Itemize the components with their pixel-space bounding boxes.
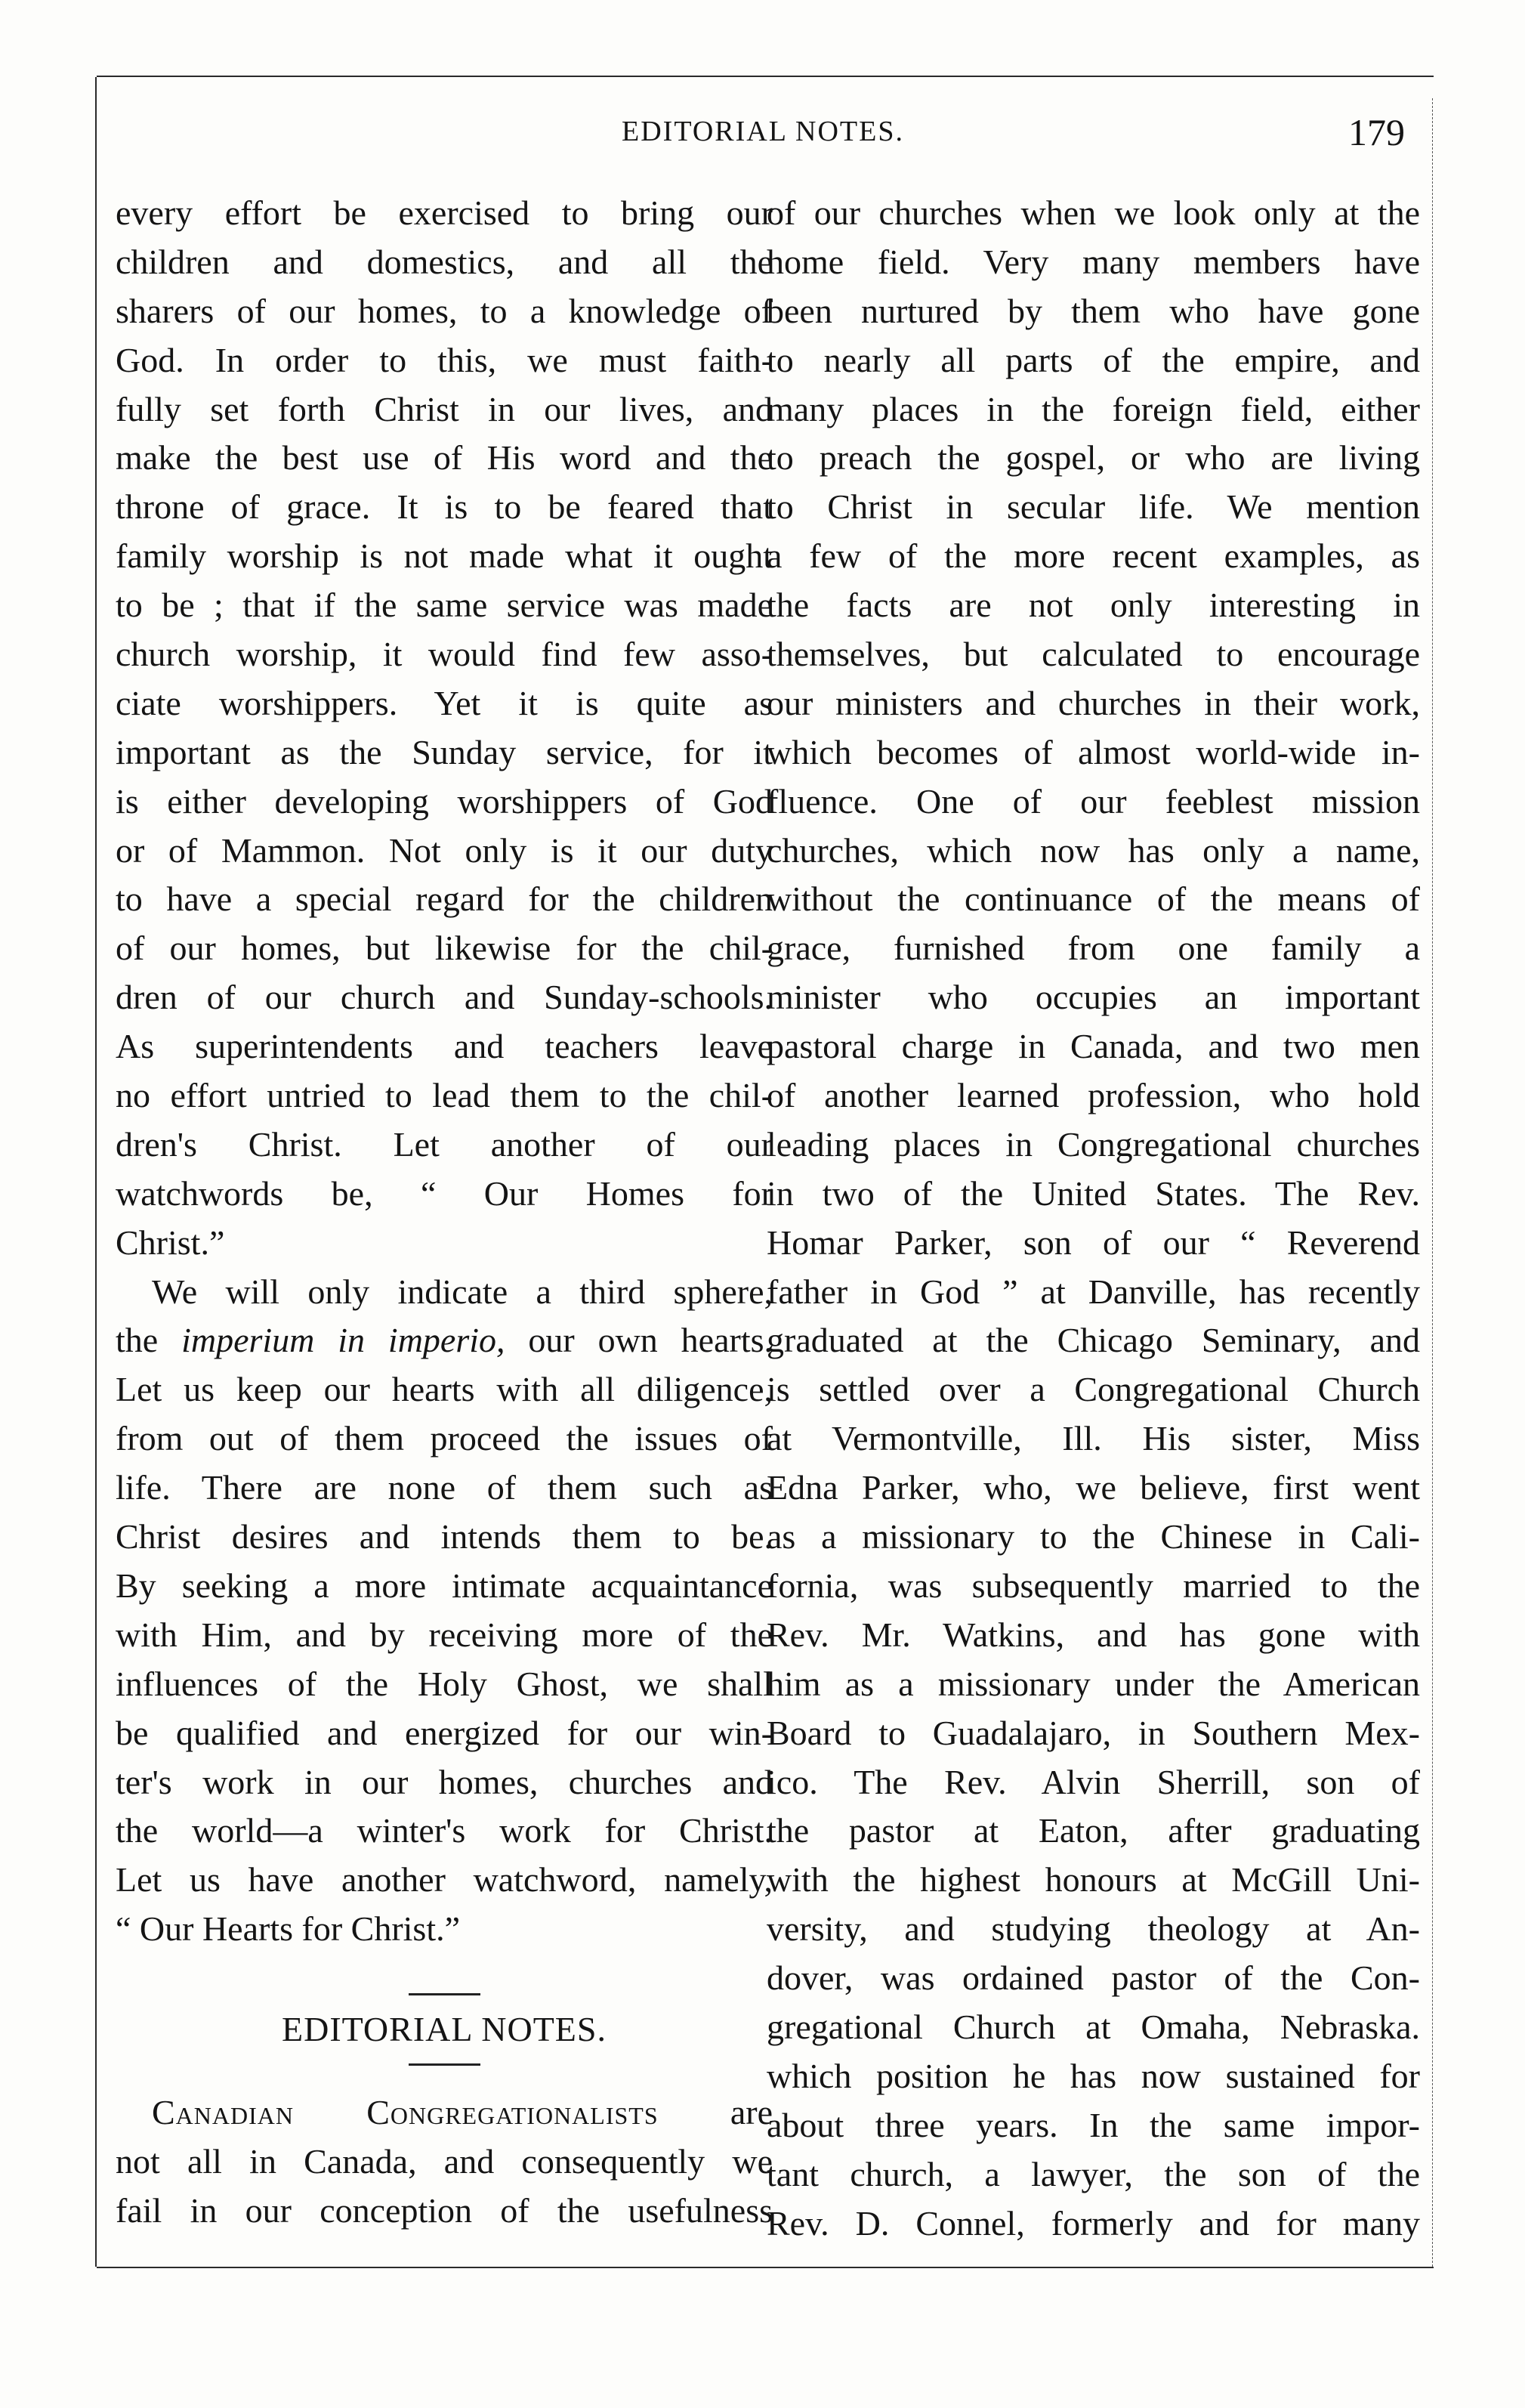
text-line: is settled over a Congregational Church <box>767 1370 1420 1409</box>
text-line: children and domestics, and all the <box>116 242 773 281</box>
text-line: gregational Church at Omaha, Nebraska. <box>767 2007 1420 2046</box>
running-head <box>121 111 1405 160</box>
text-line: fluence. One of our feeblest mission <box>767 781 1420 821</box>
text-line: about three years. In the same impor- <box>767 2105 1420 2144</box>
left-column <box>116 189 773 2236</box>
text-line: We will only indicate a third sphere, <box>152 1272 773 1311</box>
text-line: as a missionary to the Chinese in Cali- <box>767 1517 1420 1556</box>
spacer <box>116 1954 773 1993</box>
text-line: watchwords be, “ Our Homes for <box>116 1173 773 1213</box>
text-line: God. In order to this, we must faith- <box>116 340 773 379</box>
text-line: be qualified and energized for our win- <box>116 1713 773 1752</box>
small-caps-lead: Canadian Congregationalists <box>152 2093 659 2132</box>
text-line: many places in the foreign field, either <box>767 389 1420 428</box>
text-line: the pastor at Eaton, after graduating <box>767 1811 1420 1850</box>
text-line: churches, which now has only a name, <box>767 830 1420 870</box>
text-line: Board to Guadalajaro, in Southern Mex- <box>767 1713 1420 1752</box>
text-line: which position he has now sustained for <box>767 2056 1420 2095</box>
text-line: of our churches when we look only at the <box>767 193 1420 232</box>
text-line: influences of the Holy Ghost, we shall <box>116 1664 773 1703</box>
text-line: is either developing worshippers of God <box>116 781 773 821</box>
paragraph-canadian-congregationalists <box>116 2088 773 2236</box>
text-line: at Vermontville, Ill. His sister, Miss <box>767 1419 1420 1458</box>
text-line: in two of the United States. The Rev. <box>767 1173 1420 1213</box>
text-line: fail in our conception of the usefulness <box>116 2190 773 2230</box>
text-line: ciate worshippers. Yet it is quite as <box>116 683 773 722</box>
text-line: father in God ” at Danville, has recently <box>767 1272 1420 1311</box>
text-line: leading places in Congregational churches <box>767 1124 1420 1164</box>
top-border-rule <box>97 76 1434 77</box>
spacer <box>116 2066 773 2088</box>
text-line: dren of our church and Sunday-schools. <box>116 978 773 1017</box>
text-line: which becomes of almost world-wide in- <box>767 732 1420 771</box>
bottom-border-rule <box>97 2267 1434 2268</box>
text-line: to have a special regard for the children <box>116 879 773 919</box>
text-line: pastoral charge in Canada, and two men <box>767 1027 1420 1066</box>
text-line: from out of them proceed the issues of <box>116 1419 773 1458</box>
text-line: Edna Parker, who, we believe, first went <box>767 1468 1420 1507</box>
text-line: throne of grace. It is to be feared that <box>116 487 773 527</box>
text-line: with the highest honours at McGill Uni- <box>767 1860 1420 1900</box>
text-run: our own hearts. <box>505 1321 773 1360</box>
text-line: Christ.” <box>116 1223 225 1262</box>
text-line <box>116 2088 773 2138</box>
paragraph-hearts <box>116 1268 773 1954</box>
text-line: Let us have another watchword, namely, <box>116 1860 773 1900</box>
text-line: As superintendents and teachers leave <box>116 1027 773 1066</box>
text-line: fully set forth Christ in our lives, and <box>116 389 773 428</box>
right-column <box>767 189 1420 2248</box>
text-run: the <box>116 1321 182 1360</box>
text-run: are <box>658 2093 773 2132</box>
running-title: EDITORIAL NOTES. <box>622 116 904 147</box>
text-line: to Christ in secular life. We mention <box>767 487 1420 527</box>
text-line: dover, was ordained pastor of the Con- <box>767 1958 1420 1998</box>
text-line: important as the Sunday service, for it <box>116 732 773 771</box>
left-border-rule <box>95 77 97 2267</box>
text-line: fornia, was subsequently married to the <box>767 1566 1420 1605</box>
text-line: Rev. D. Connel, formerly and for many <box>767 2203 1420 2243</box>
section-heading: EDITORIAL NOTES. <box>282 2010 607 2049</box>
text-line: Christ desires and intends them to be. <box>116 1517 773 1556</box>
text-line: Let us keep our hearts with all diligence, <box>116 1370 773 1409</box>
text-line: to nearly all parts of the empire, and <box>767 340 1420 379</box>
text-line: minister who occupies an important <box>767 978 1420 1017</box>
text-line: versity, and studying theology at An- <box>767 1909 1420 1949</box>
text-line: of our homes, but likewise for the chil- <box>116 929 773 968</box>
text-line: to preach the gospel, or who are living <box>767 438 1420 478</box>
text-line: graduated at the Chicago Seminary, and <box>767 1321 1420 1360</box>
text-line: life. There are none of them such as <box>116 1468 773 1507</box>
text-line: ter's work in our homes, churches and <box>116 1762 773 1801</box>
text-line: home field. Very many members have <box>767 242 1420 281</box>
text-line: dren's Christ. Let another of our <box>116 1124 773 1164</box>
text-line: or of Mammon. Not only is it our duty <box>116 830 773 870</box>
text-line: to be ; that if the same service was made <box>116 586 773 625</box>
text-line: make the best use of His word and the <box>116 438 773 478</box>
text-line: him as a missionary under the American <box>767 1664 1420 1703</box>
page-number: 179 <box>1348 111 1405 153</box>
text-line: tant church, a lawyer, the son of the <box>767 2154 1420 2193</box>
text-line: without the continuance of the means of <box>767 879 1420 919</box>
text-line: our ministers and churches in their work, <box>767 683 1420 722</box>
text-line: family worship is not made what it ought <box>116 536 773 576</box>
text-line <box>116 1316 773 1365</box>
right-border-rule <box>1432 98 1433 2267</box>
text-line: not all in Canada, and consequently we <box>116 2141 773 2181</box>
text-line: the facts are not only interesting in <box>767 586 1420 625</box>
text-line: the world—a winter's work for Christ. <box>116 1811 773 1850</box>
text-line: themselves, but calculated to encourage <box>767 635 1420 674</box>
text-line: By seeking a more intimate acquaintance <box>116 1566 773 1605</box>
text-line: grace, furnished from one family a <box>767 929 1420 968</box>
text-line: with Him, and by receiving more of the <box>116 1615 773 1654</box>
text-line: church worship, it would find few asso- <box>116 635 773 674</box>
text-line: a few of the more recent examples, as <box>767 536 1420 576</box>
text-line: no effort untried to lead them to the chil- <box>116 1076 773 1115</box>
text-line: Homar Parker, son of our “ Reverend <box>767 1223 1420 1262</box>
text-line: of another learned profession, who hold <box>767 1076 1420 1115</box>
text-line: ico. The Rev. Alvin Sherrill, son of <box>767 1762 1420 1801</box>
text-line: sharers of our homes, to a knowledge of <box>116 291 773 330</box>
text-line: “ Our Hearts for Christ.” <box>116 1909 461 1949</box>
text-line: been nurtured by them who have gone <box>767 291 1420 330</box>
text-line: Rev. Mr. Watkins, and has gone with <box>767 1615 1420 1654</box>
italic-phrase: imperium in imperio, <box>181 1321 505 1360</box>
paragraph-homes <box>116 189 773 1268</box>
text-line: every effort be exercised to bring our <box>116 193 773 232</box>
